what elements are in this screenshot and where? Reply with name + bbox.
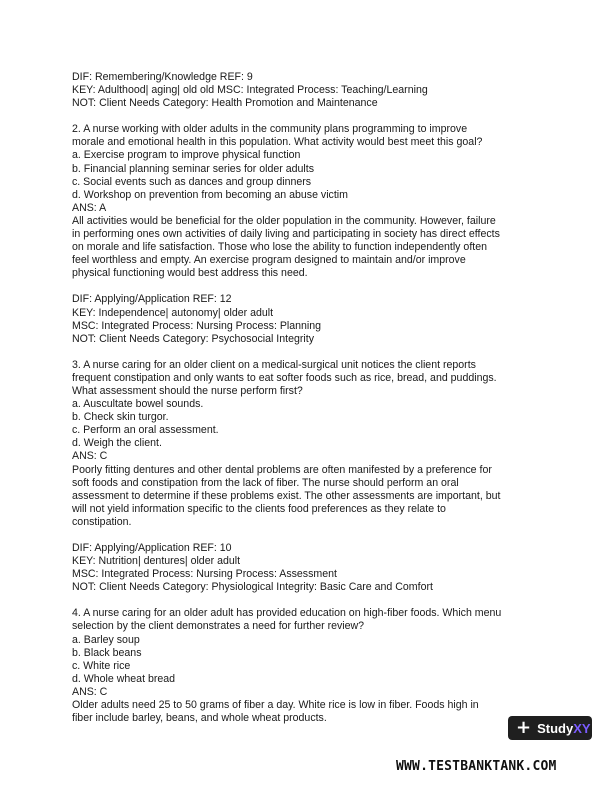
- option-a: a. Exercise program to improve physical function: [72, 149, 301, 162]
- rationale-line: soft foods and constipation from the lack of fiber. The nurse should perform an oral: [72, 476, 459, 489]
- msc-line: MSC: Integrated Process: Nursing Process: Planning: [72, 319, 322, 332]
- brand-accent: XY: [573, 720, 591, 736]
- rationale-line: will not yield information specific to the clients food preferences as they relate to: [72, 502, 446, 515]
- not-line: NOT: Client Needs Category: Psychosocial Integrity: [72, 332, 314, 345]
- question-stem: frequent constipation and only wants to eat softer foods such as rice, bread, and puddings.: [72, 371, 497, 384]
- option-d: d. Whole wheat bread: [72, 672, 176, 685]
- option-c: c. Social events such as dances and group dinners: [72, 175, 312, 188]
- answer-line: ANS: C: [72, 685, 108, 698]
- option-b: b. Black beans: [72, 646, 142, 659]
- question-2: [72, 123, 552, 280]
- rationale-line: assessment to determine if these problems exist. The other assessments are important, but: [72, 489, 501, 502]
- question-stem: selection by the client demonstrates a need for further review?: [72, 620, 365, 633]
- footer-url[interactable]: WWW.TESTBANKTANK.COM: [396, 759, 557, 774]
- option-a: a. Barley soup: [72, 633, 140, 646]
- rationale-line: constipation.: [72, 515, 132, 528]
- rationale-line: physical functioning would best address this need.: [72, 267, 308, 280]
- question-3: [72, 359, 552, 529]
- question-stem: 4. A nurse caring for an older adult has provided education on high-fiber foods. Which menu: [72, 607, 502, 620]
- not-line: NOT: Client Needs Category: Physiological Integrity: Basic Care and Comfort: [72, 581, 433, 594]
- dif-line: DIF: Applying/Application REF: 10: [72, 542, 232, 554]
- meta-block-q2: [72, 293, 552, 345]
- option-c: c. Perform an oral assessment.: [72, 424, 219, 437]
- key-line: KEY: Independence| autonomy| older adult: [72, 306, 274, 319]
- rationale-line: feel worthless and empty. An exercise program designed to maintain and/or improve: [72, 254, 466, 267]
- rationale-line: All activities would be beneficial for the older population in the community. However, failure: [72, 214, 496, 227]
- option-c: c. White rice: [72, 659, 131, 672]
- key-line: KEY: Nutrition| dentures| older adult: [72, 555, 241, 568]
- option-a: a. Auscultate bowel sounds.: [72, 398, 204, 411]
- rationale-line: on morale and life satisfaction. Those who lose the ability to function independently often: [72, 241, 487, 254]
- answer-line: ANS: C: [72, 450, 108, 463]
- rationale-line: Poorly fitting dentures and other dental problems are often manifested by a preference for: [72, 463, 492, 476]
- studyxy-logo: [537, 721, 590, 736]
- meta-block-q3: [72, 542, 552, 594]
- key-line: KEY: Adulthood| aging| old old MSC: Integrated Process: Teaching/Learning: [72, 84, 428, 97]
- option-b: b. Check skin turgor.: [72, 411, 169, 424]
- studyxy-badge[interactable]: [508, 716, 592, 740]
- msc-line: MSC: Integrated Process: Nursing Process: Assessment: [72, 568, 337, 581]
- dif-line: DIF: Remembering/Knowledge REF: 9: [72, 71, 253, 83]
- plus-icon: +: [516, 717, 532, 738]
- rationale-line: Older adults need 25 to 50 grams of fiber a day. White rice is low in fiber. Foods high in: [72, 699, 479, 712]
- question-stem: 3. A nurse caring for an older client on a medical-surgical unit notices the client reports: [72, 358, 476, 371]
- meta-block-q1: [72, 71, 552, 110]
- document-body: [72, 71, 552, 725]
- rationale-line: in performing ones own activities of daily living and participating in society has direct effects: [72, 228, 500, 241]
- not-line: NOT: Client Needs Category: Health Promotion and Maintenance: [72, 97, 378, 110]
- question-stem: morale and emotional health in this population. What activity would best meet this goal?: [72, 136, 483, 149]
- option-b: b. Financial planning seminar series for older adults: [72, 162, 315, 175]
- question-4: [72, 607, 552, 725]
- option-d: d. Workshop on prevention from becoming an abuse victim: [72, 188, 348, 201]
- rationale-line: fiber include barley, beans, and whole wheat products.: [72, 712, 327, 725]
- dif-line: DIF: Applying/Application REF: 12: [72, 293, 232, 306]
- option-d: d. Weigh the client.: [72, 437, 162, 450]
- brand-main: Study: [537, 720, 574, 736]
- answer-line: ANS: A: [72, 201, 107, 214]
- question-stem: 2. A nurse working with older adults in the community plans programming to improve: [72, 123, 468, 136]
- question-stem: What assessment should the nurse perform first?: [72, 384, 303, 397]
